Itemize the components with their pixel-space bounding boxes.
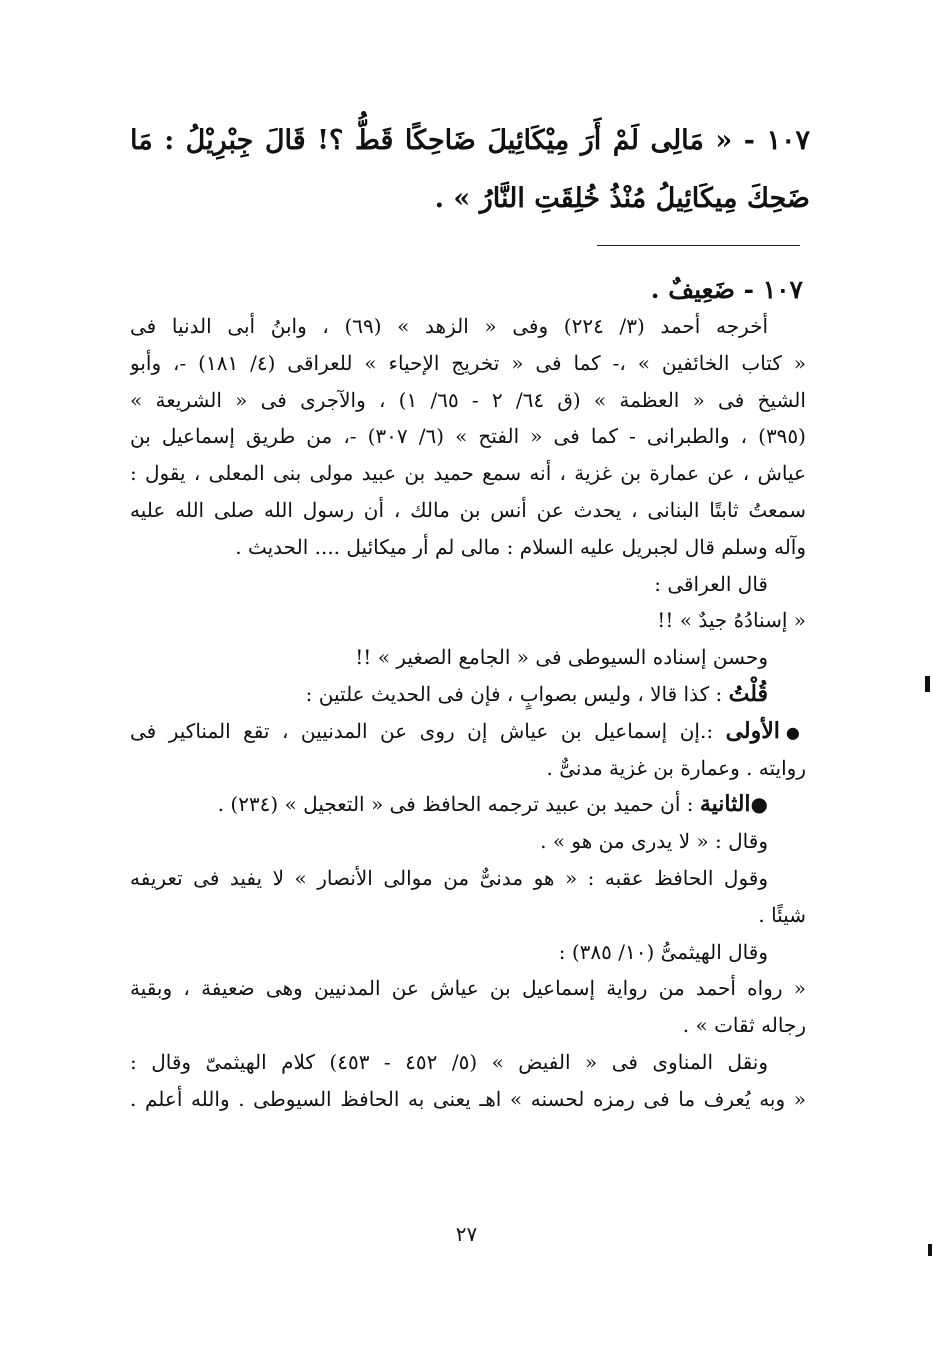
second-defect-text: : أن حميد بن عبيد ترجمه الحافظ فى « التعجيل » (٢٣٤) . bbox=[217, 792, 694, 817]
text-line: وآله وسلم قال لجبريل عليه السلام : مالى لم أر ميكائيل .... الحديث . bbox=[235, 534, 806, 559]
text-line: الشيخ فى « العظمة » (ق ٦٤/ ٢ - ٦٥/ ١) ، والآجرى فى « الشريعة » bbox=[130, 387, 806, 412]
text-line bbox=[130, 676, 806, 713]
text-line: وقول الحافظ عقبه : « هو مدنىٌّ من موالى الأنصار » لا يفيد فى تعريفه bbox=[130, 865, 768, 890]
hadith-grade: ١٠٧ - ضَعِيفٌ . bbox=[650, 275, 803, 304]
text-line: سمعتُ ثابتًا البنانى ، يحدث عن أنس بن مالك ، أن رسول الله صلى الله عليه bbox=[130, 497, 806, 522]
text-line: وقال الهيثمىُّ (١٠/ ٣٨٥) : bbox=[558, 939, 768, 964]
first-defect-text: :.إن إسماعيل بن عياش إن روى عن المدنيين ، تقع المناكير فى bbox=[130, 718, 714, 743]
text-line: « وبه يُعرف ما فى رمزه لحسنه » اهـ يعنى به الحافظ السيوطى . والله أعلم . bbox=[130, 1086, 806, 1111]
bullet-icon: ● bbox=[750, 792, 768, 817]
text-line: ونقل المناوى فى « الفيض » (٥/ ٤٥٢ - ٤٥٣) كلام الهيثمىّ وقال : bbox=[130, 1049, 768, 1074]
text-line: « إسنادُهُ جيدٌ » !! bbox=[657, 608, 806, 633]
text-line: عياش ، عن عمارة بن غزية ، أنه سمع حميد بن عبيد مولى بنى المعلى ، يقول : bbox=[130, 461, 806, 486]
scan-edge-mark bbox=[925, 676, 930, 692]
qultu-text: : كذا قالا ، وليس بصوابٍ ، فإن فى الحديث علتين : bbox=[305, 681, 723, 706]
scan-edge-mark bbox=[928, 1244, 932, 1256]
commentary-body bbox=[130, 308, 806, 1118]
page-number: ٢٧ bbox=[455, 1222, 478, 1246]
second-defect-line bbox=[130, 786, 806, 823]
qultu-label: قُلْتُ bbox=[728, 680, 768, 707]
text-line: (٣٩٥) ، والطبرانى - كما فى « الفتح » (٦/ ٣٠٧) -، من طريق إسماعيل بن bbox=[130, 424, 806, 449]
text-line: أخرجه أحمد (٣/ ٢٢٤) وفى « الزهد » (٦٩) ، وابنُ أبى الدنيا فى bbox=[130, 314, 769, 338]
bullet-icon: ● bbox=[785, 722, 806, 742]
text-line: قال العراقى : bbox=[654, 571, 768, 596]
text-line: وحسن إسناده السيوطى فى « الجامع الصغير » !! bbox=[355, 645, 768, 670]
text-line: « رواه أحمد من رواية إسماعيل بن عياش عن المدنيين وهى ضعيفة ، وبقية bbox=[130, 976, 806, 1001]
text-line: روايته . وعمارة بن غزية مدنىٌّ . bbox=[546, 755, 806, 780]
text-line: وقال : « لا يدرى من هو » . bbox=[540, 829, 768, 854]
second-defect-label: الثانية bbox=[699, 791, 751, 818]
text-line: شيئًا . bbox=[758, 902, 806, 927]
hadith-text: ١٠٧ - « مَالِى لَمْ أَرَ مِيْكَائِيلَ ضَاحِكًا قَطُّ ؟! قَالَ جِبْرِيْلُ : مَا ضَحِكَ مِيكَائِيلُ مُنْذُ خُلِقَتِ النَّارُ » . bbox=[130, 125, 810, 214]
text-line: رجاله ثقات » . bbox=[682, 1013, 806, 1038]
first-defect-line bbox=[130, 713, 806, 750]
text-line: « كتاب الخائفين » ،- كما فى « تخريج الإحياء » للعراقى (٤/ ١٨١) -، وأبو bbox=[130, 350, 806, 375]
separator-rule bbox=[597, 245, 800, 246]
first-defect-label: الأولى bbox=[725, 717, 780, 744]
